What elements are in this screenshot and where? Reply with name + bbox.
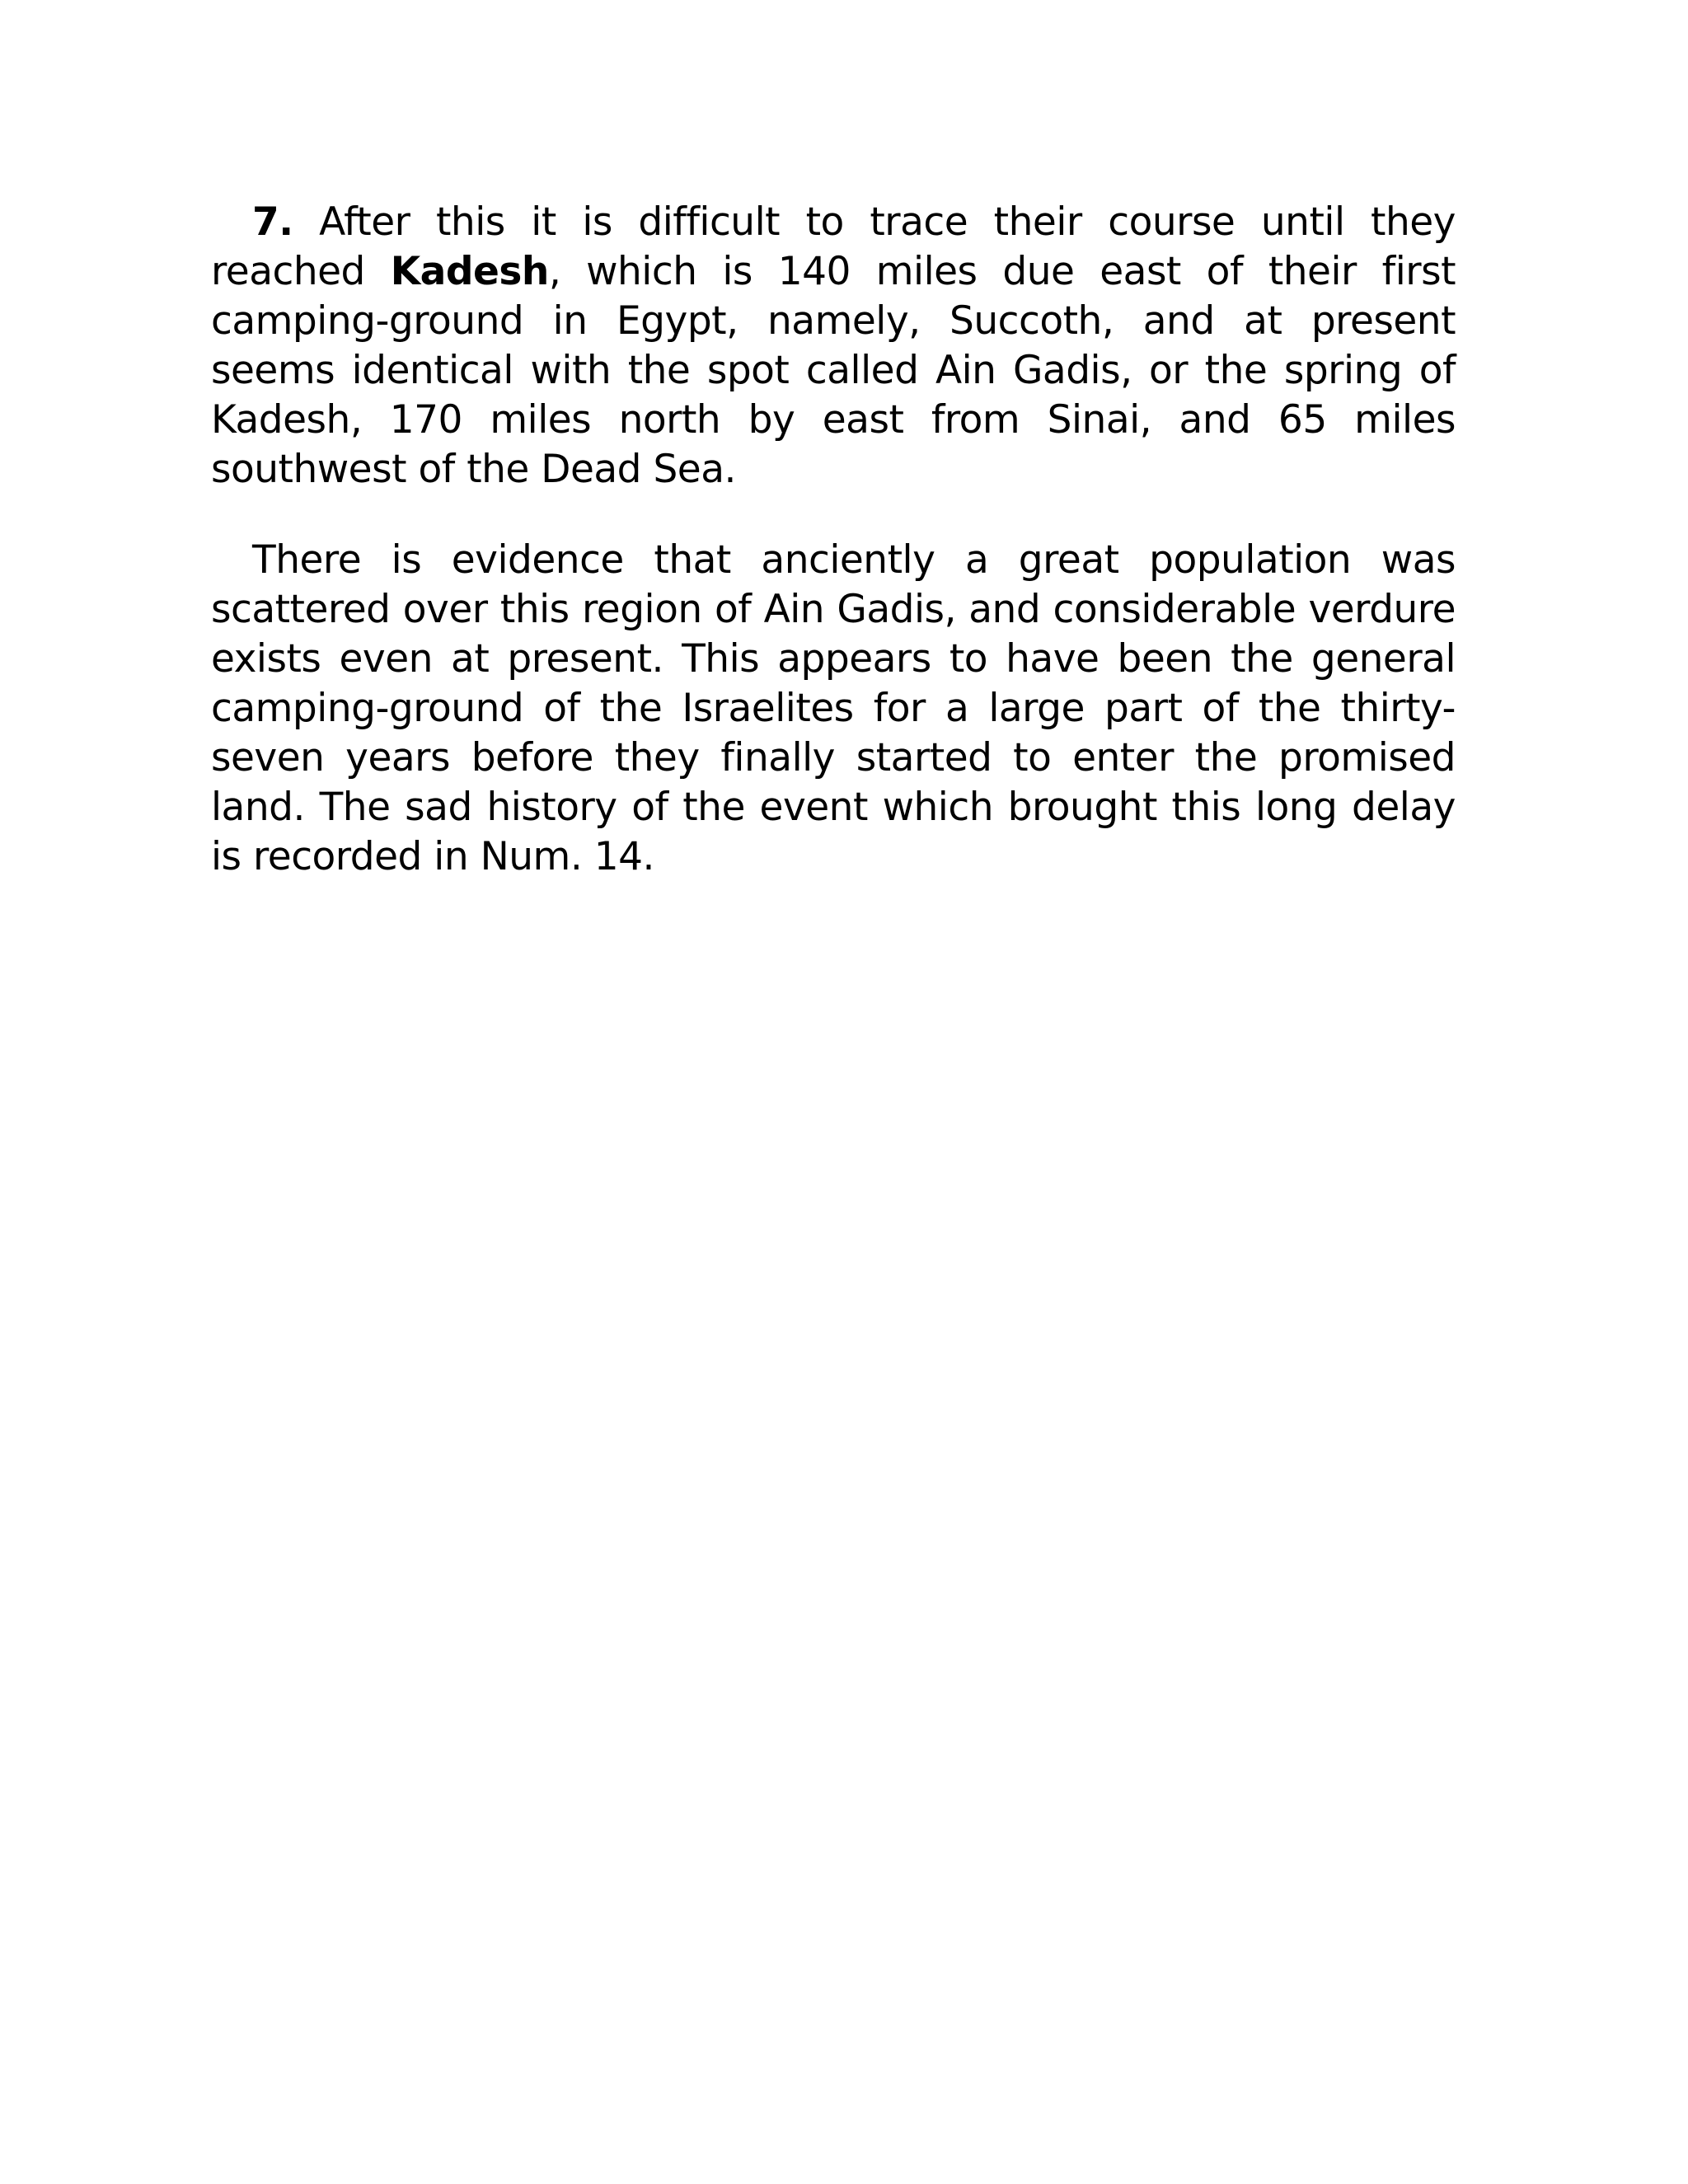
- place-name-kadesh: Kadesh: [390, 249, 549, 294]
- paragraph-evidence: There is evidence that anciently a great population was scattered over this region of Ain Gadis, and considerable verdure exists even at present. This appears to have been the general camping-ground of the Israelites for a large part of the thirty-seven years before they finally started to enter the promised land. The sad history of the event which brought this long delay is recorded in Num. 14.: [211, 537, 1456, 879]
- document-body: [211, 198, 1456, 882]
- paragraph-text-rest: , which is 140 miles due east of their first camping-ground in Egypt, namely, Succoth, and at present seems identical with the spot called Ain Gadis, or the spring of Kadesh, 170 miles north by east from Sinai, and 65 miles southwest of the Dead Sea.: [211, 249, 1456, 492]
- paragraph-text-lead: After this it is difficult to trace their course until they reached: [211, 199, 1456, 294]
- paragraph-7: [211, 198, 1456, 494]
- paragraph-number: 7.: [252, 199, 293, 245]
